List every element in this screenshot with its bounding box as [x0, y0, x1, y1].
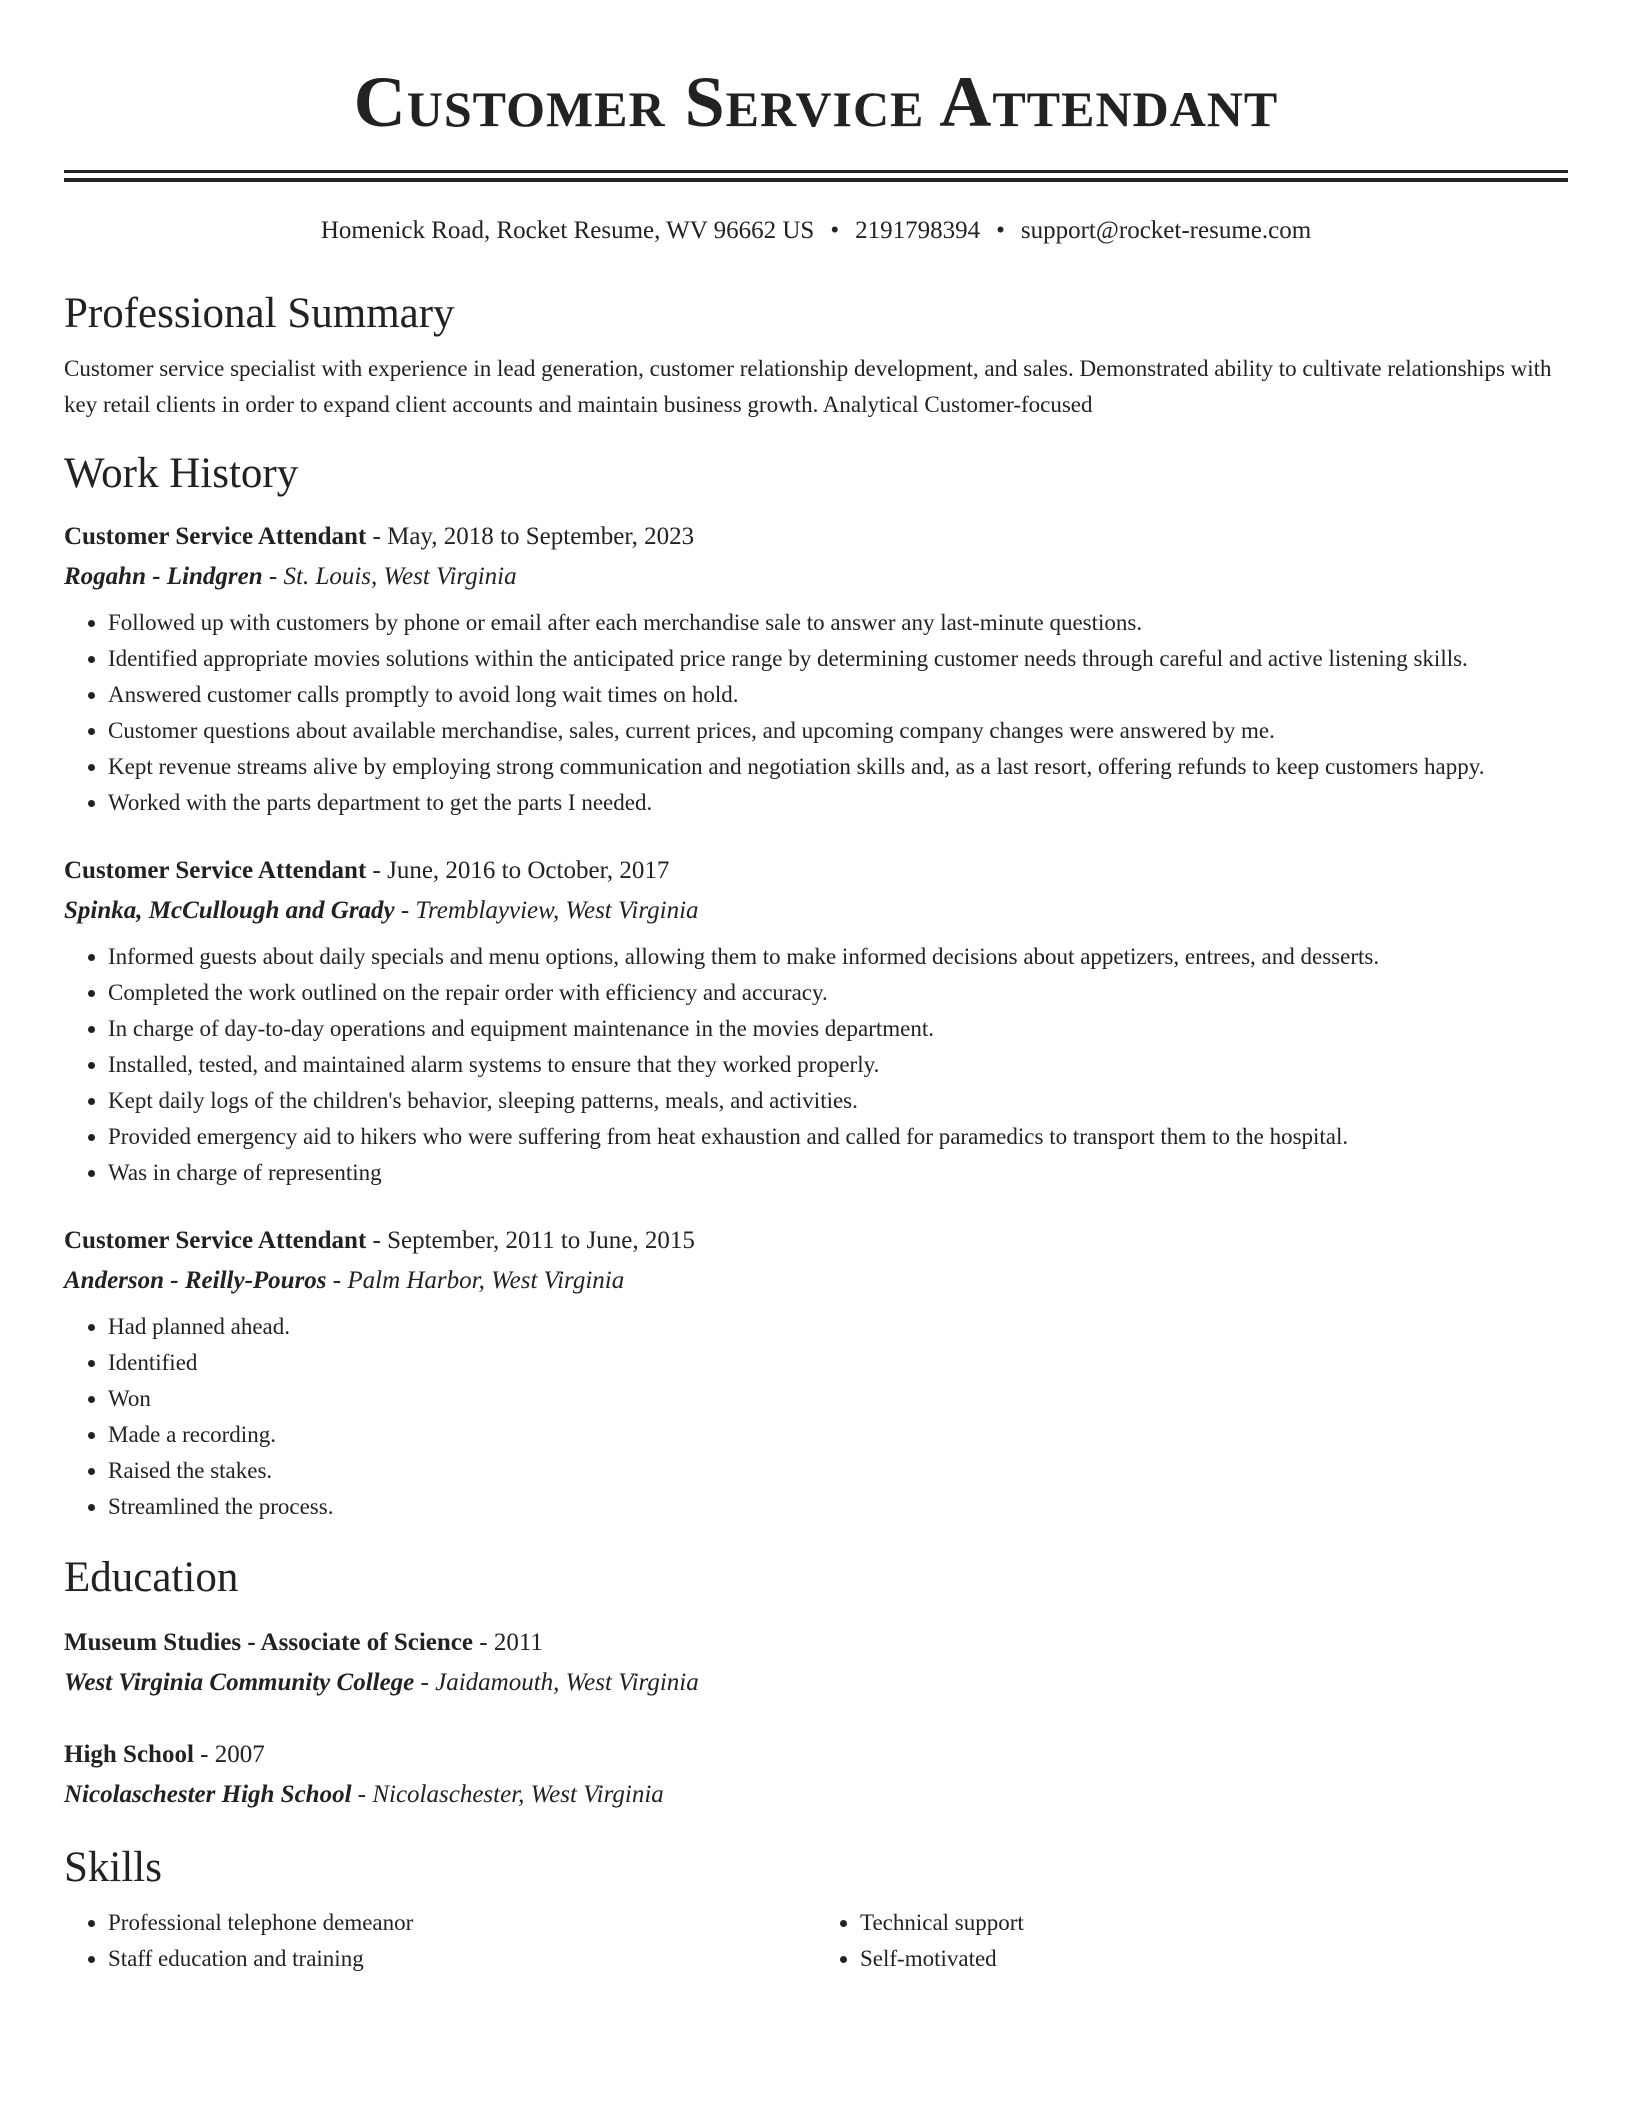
education-location: - Nicolaschester, West Virginia [351, 1781, 664, 1808]
job-bullet: • Raised the stakes. [108, 1453, 1568, 1489]
job-bullets [64, 1309, 1568, 1525]
job-bullet: • Kept revenue streams alive by employing strong communication and negotiation skills and, as a last resort, offering refunds to keep customers happy. [108, 749, 1568, 785]
job-title: Customer Service Attendant [64, 523, 367, 550]
skills-list [64, 1905, 1568, 1977]
job-bullet: • Answered customer calls promptly to avoid long wait times on hold. [108, 677, 1568, 713]
education-entry [64, 1623, 1568, 1703]
summary-text: Customer service specialist with experience in lead generation, customer relationship development, and sales. Demonstrated ability to cultivate relationships with key retail clients in order to expand client accounts and maintain business growth. Analytical Customer-focused [64, 356, 1552, 417]
education-school-line [64, 1663, 1568, 1703]
job-bullets [64, 939, 1568, 1191]
contact-phone: 2191798394 [855, 217, 981, 244]
job-dates: - May, 2018 to September, 2023 [366, 523, 695, 550]
contact-separator: • [996, 217, 1005, 244]
job-bullet: • Informed guests about daily specials and menu options, allowing them to make informed decisions about appetizers, entrees, and desserts. [108, 939, 1568, 975]
job-entry [64, 517, 1568, 821]
job-bullet: • Kept daily logs of the children's behavior, sleeping patterns, meals, and activities. [108, 1083, 1568, 1119]
skills-column-left [64, 1905, 816, 1977]
education-heading: Education [64, 1554, 239, 1601]
job-bullet: • Won [108, 1381, 1568, 1417]
job-location: - Palm Harbor, West Virginia [326, 1267, 625, 1294]
education-school: Nicolaschester High School [64, 1781, 352, 1808]
job-bullet: • Identified appropriate movies solutions within the anticipated price range by determining customer needs through careful and active listening skills. [108, 641, 1568, 677]
education-school: West Virginia Community College [64, 1669, 415, 1696]
education-degree-line [64, 1735, 1568, 1775]
job-location: - St. Louis, West Virginia [262, 563, 517, 590]
skill-item: • Staff education and training [108, 1941, 816, 1977]
job-company: Rogahn - Lindgren [64, 563, 263, 590]
skills-heading: Skills [64, 1844, 162, 1891]
job-entry [64, 851, 1568, 1191]
work-history-heading: Work History [64, 450, 299, 497]
job-dates: - June, 2016 to October, 2017 [366, 857, 670, 884]
job-company: Anderson - Reilly-Pouros [64, 1267, 327, 1294]
job-role-line [64, 517, 1568, 557]
skills-column-right [816, 1905, 1568, 1977]
education-degree: Museum Studies - Associate of Science [64, 1629, 473, 1656]
job-bullet: • In charge of day-to-day operations and equipment maintenance in the movies department. [108, 1011, 1568, 1047]
job-bullets [64, 605, 1568, 821]
summary-heading: Professional Summary [64, 290, 455, 337]
job-bullet: • Provided emergency aid to hikers who were suffering from heat exhaustion and called for paramedics to transport them to the hospital. [108, 1119, 1568, 1155]
job-title: Customer Service Attendant [64, 857, 367, 884]
job-dates: - September, 2011 to June, 2015 [366, 1227, 695, 1254]
job-company-line [64, 1261, 1568, 1301]
education-location: - Jaidamouth, West Virginia [414, 1669, 699, 1696]
contact-line [64, 215, 1568, 247]
job-bullet: • Identified [108, 1345, 1568, 1381]
contact-address: Homenick Road, Rocket Resume, WV 96662 US [320, 217, 815, 244]
job-company-line [64, 557, 1568, 597]
job-company: Spinka, McCullough and Grady [64, 897, 395, 924]
skill-item: • Technical support [860, 1905, 1568, 1941]
job-bullet: • Worked with the parts department to get the parts I needed. [108, 785, 1568, 821]
education-degree: High School [64, 1741, 194, 1768]
contact-email: support@rocket-resume.com [1020, 217, 1312, 244]
resume-title: Customer Service Attendant [353, 62, 1279, 142]
education-entry [64, 1735, 1568, 1815]
title-double-rule [64, 170, 1568, 182]
job-bullet: • Made a recording. [108, 1417, 1568, 1453]
job-role-line [64, 851, 1568, 891]
contact-separator: • [830, 217, 840, 244]
skill-item: • Self-motivated [860, 1941, 1568, 1977]
education-degree-line [64, 1623, 1568, 1663]
education-year: - 2007 [193, 1741, 265, 1768]
job-bullet: • Followed up with customers by phone or email after each merchandise sale to answer any last-minute questions. [108, 605, 1568, 641]
education-school-line [64, 1775, 1568, 1815]
job-bullet: • Customer questions about available merchandise, sales, current prices, and upcoming company changes were answered by me. [108, 713, 1568, 749]
skill-item: • Professional telephone demeanor [108, 1905, 816, 1941]
job-bullet: • Completed the work outlined on the repair order with efficiency and accuracy. [108, 975, 1568, 1011]
job-bullet: • Installed, tested, and maintained alarm systems to ensure that they worked properly. [108, 1047, 1568, 1083]
job-location: - Tremblayview, West Virginia [394, 897, 699, 924]
education-year: - 2011 [473, 1629, 543, 1656]
job-bullet: • Had planned ahead. [108, 1309, 1568, 1345]
job-company-line [64, 891, 1568, 931]
job-title: Customer Service Attendant [64, 1227, 367, 1254]
job-role-line [64, 1221, 1568, 1261]
job-bullet: • Streamlined the process. [108, 1489, 1568, 1525]
job-bullet: • Was in charge of representing [108, 1155, 1568, 1191]
job-entry [64, 1221, 1568, 1525]
